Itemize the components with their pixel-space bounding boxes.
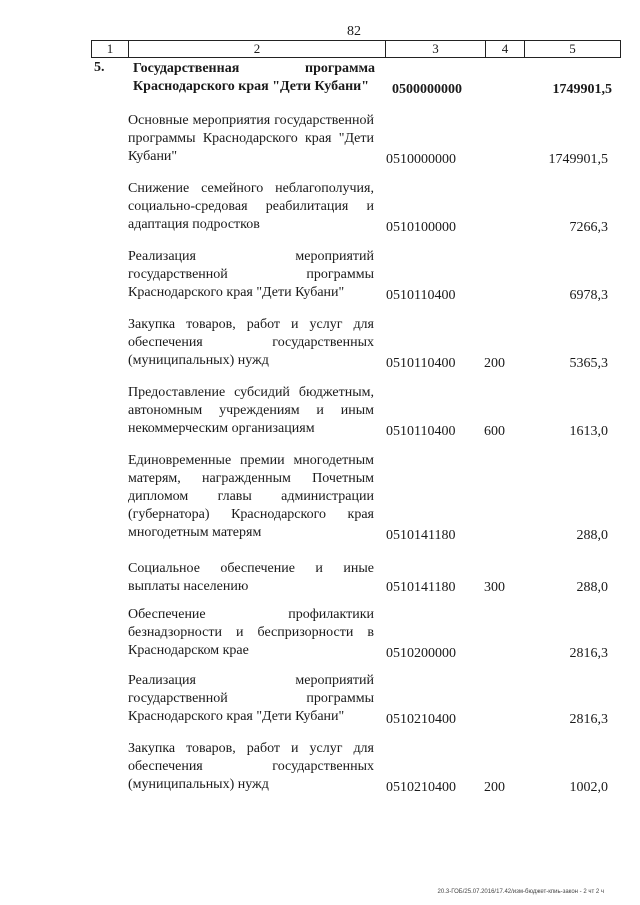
row-description: Реализация мероприятий государственной программы Краснодарского края "Дети Кубани"	[128, 249, 374, 300]
header-col-4: 4	[486, 41, 525, 58]
row-description: Снижение семейного неблагополучия, социально-средовая реабилитация и адаптация подростков	[128, 181, 374, 232]
row-description: Закупка товаров, работ и услуг для обеспечения государственных (муниципальных) нужд	[128, 317, 374, 368]
header-col-5: 5	[525, 41, 621, 58]
row-amount: 6978,3	[569, 288, 608, 303]
row-code: 0510141180	[386, 580, 456, 595]
row-code: 0500000000	[392, 82, 462, 97]
row-description: Социальное обеспечение и иные выплаты населению	[128, 561, 374, 594]
row-code: 0510210400	[386, 712, 456, 727]
row-type: 200	[484, 780, 505, 795]
row-code: 0510100000	[386, 220, 456, 235]
row-code: 0510110400	[386, 288, 456, 303]
header-col-3: 3	[386, 41, 486, 58]
row-amount: 288,0	[576, 528, 608, 543]
row-description: Закупка товаров, работ и услуг для обеспечения государственных (муниципальных) нужд	[128, 741, 374, 792]
row-description: Государственная программа Краснодарского края "Дети Кубани"	[133, 61, 375, 94]
row-amount: 1613,0	[569, 424, 608, 439]
row-amount: 1002,0	[569, 780, 608, 795]
row-description: Предоставление субсидий бюджетным, автономным учреждениям и иным некоммерческим организациям	[128, 385, 374, 436]
row-code: 0510110400	[386, 356, 456, 371]
header-col-1: 1	[92, 41, 129, 58]
row-amount: 1749901,5	[548, 152, 608, 167]
row-amount: 1749901,5	[552, 82, 612, 97]
row-code: 0510141180	[386, 528, 456, 543]
row-amount: 2816,3	[569, 712, 608, 727]
row-code: 0510210400	[386, 780, 456, 795]
row-amount: 5365,3	[569, 356, 608, 371]
row-amount: 2816,3	[569, 646, 608, 661]
footer-file-note: 20.3-ГОБ/25.07.2016/17.42/изм-бюджет-кпиь-закон - 2 чт 2 ч	[437, 889, 604, 895]
page-number: 82	[347, 24, 361, 39]
row-code: 0510000000	[386, 152, 456, 167]
row-amount: 7266,3	[569, 220, 608, 235]
column-header-table	[91, 40, 621, 58]
row-description: Реализация мероприятий государственной программы Краснодарского края "Дети Кубани"	[128, 673, 374, 724]
row-description: Основные мероприятия государственной программы Краснодарского края "Дети Кубани"	[128, 113, 374, 164]
row-description: Обеспечение профилактики безнадзорности и беспризорности в Краснодарском крае	[128, 607, 374, 658]
row-type: 600	[484, 424, 505, 439]
row-amount: 288,0	[576, 580, 608, 595]
row-number: 5.	[94, 60, 105, 75]
row-type: 300	[484, 580, 505, 595]
row-description: Единовременные премии многодетным матерям, награжденным Почетным дипломом главы администрации (губернатора) Краснодарского края многодетным матерям	[128, 453, 374, 540]
row-type: 200	[484, 356, 505, 371]
row-code: 0510110400	[386, 424, 456, 439]
row-code: 0510200000	[386, 646, 456, 661]
header-col-2: 2	[129, 41, 386, 58]
